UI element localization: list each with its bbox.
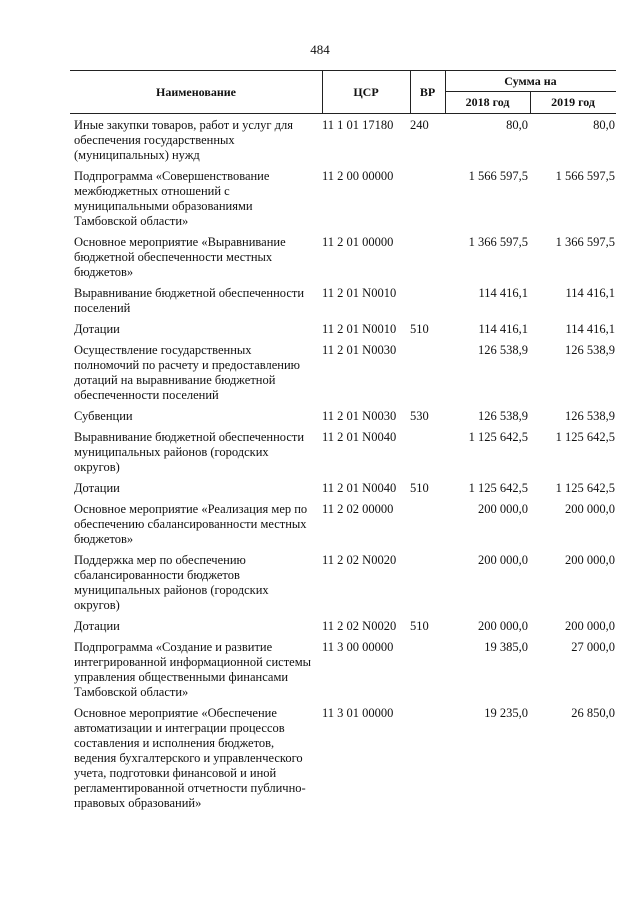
- row-amount-2019: 114 416,1: [565, 322, 615, 336]
- row-amount-2019: 26 850,0: [571, 706, 615, 720]
- row-amount-2019: 80,0: [593, 118, 615, 132]
- row-name: Дотации: [74, 322, 120, 336]
- row-amount-2018: 126 538,9: [478, 343, 528, 357]
- row-name: Основное мероприятие «Выравнивание бюджетной обеспеченности местных бюджетов»: [74, 235, 286, 279]
- row-amount-2018: 1 566 597,5: [468, 169, 528, 183]
- row-amount-2019: 114 416,1: [565, 286, 615, 300]
- row-vr: 510: [410, 322, 429, 336]
- row-name: Выравнивание бюджетной обеспеченности муниципальных районов (городских округов): [74, 430, 305, 474]
- row-amount-2018: 114 416,1: [478, 286, 528, 300]
- row-amount-2018: 200 000,0: [478, 502, 528, 516]
- row-name: Основное мероприятие «Обеспечение автоматизации и интеграции процессов составления и исполнения бюджетов, ведения бухгалтерского и управленческого учета, подготовки финансовой и иной регламентированной отчетности публично-правовых образований»: [74, 706, 306, 810]
- row-amount-2019: 1 366 597,5: [555, 235, 615, 249]
- table-body: [70, 118, 616, 811]
- header-name: Наименование: [156, 84, 236, 99]
- row-amount-2018: 1 125 642,5: [468, 430, 528, 444]
- row-amount-2019: 200 000,0: [565, 619, 615, 633]
- row-amount-2018: 1 366 597,5: [468, 235, 528, 249]
- row-amount-2019: 126 538,9: [565, 343, 615, 357]
- table-row: [70, 235, 616, 280]
- row-amount-2018: 80,0: [506, 118, 528, 132]
- table-row: [70, 286, 616, 316]
- page-number: 484: [310, 42, 330, 57]
- header-vr: ВР: [419, 84, 436, 99]
- row-vr: 240: [410, 118, 429, 132]
- budget-table: [70, 70, 616, 817]
- row-code: 11 2 02 N0020: [322, 553, 397, 567]
- row-name: Подпрограмма «Создание и развитие интегрированной информационной системы управления общественными финансами Тамбовской области»: [74, 640, 312, 699]
- table-row: [70, 343, 616, 403]
- row-code: 11 2 01 N0010: [322, 322, 397, 336]
- row-code: 11 3 00 00000: [322, 640, 394, 654]
- row-code: 11 2 00 00000: [322, 169, 394, 183]
- row-name: Дотации: [74, 619, 120, 633]
- row-amount-2018: 1 125 642,5: [468, 481, 528, 495]
- row-amount-2019: 200 000,0: [565, 502, 615, 516]
- row-name: Иные закупки товаров, работ и услуг для обеспечения государственных (муниципальных) нужд: [74, 118, 294, 162]
- table-row: [70, 502, 616, 547]
- table-row: [70, 706, 616, 811]
- row-code: 11 3 01 00000: [322, 706, 394, 720]
- row-amount-2018: 19 235,0: [484, 706, 528, 720]
- table-row: [70, 169, 616, 229]
- row-vr: 510: [410, 619, 429, 633]
- row-amount-2018: 19 385,0: [484, 640, 528, 654]
- row-code: 11 2 01 N0040: [322, 481, 397, 495]
- row-code: 11 2 01 N0040: [322, 430, 397, 444]
- table-row: [70, 619, 616, 634]
- row-code: 11 2 02 00000: [322, 502, 394, 516]
- row-name: Дотации: [74, 481, 120, 495]
- row-name: Поддержка мер по обеспечению сбалансированности бюджетов муниципальных районов (городских округов): [74, 553, 269, 612]
- row-code: 11 2 01 N0010: [322, 286, 397, 300]
- row-name: Выравнивание бюджетной обеспеченности поселений: [74, 286, 305, 315]
- row-name: Осуществление государственных полномочий по расчету и предоставлению дотаций на выравнивание бюджетной обеспеченности поселений: [74, 343, 301, 402]
- header-year-2018: 2018 год: [465, 95, 510, 109]
- row-code: 11 1 01 17180: [322, 118, 394, 132]
- table-row: [70, 322, 616, 337]
- row-code: 11 2 02 N0020: [322, 619, 397, 633]
- row-amount-2019: 1 125 642,5: [555, 430, 615, 444]
- row-code: 11 2 01 N0030: [322, 343, 397, 357]
- row-name: Основное мероприятие «Реализация мер по обеспечению сбалансированности местных бюджетов»: [74, 502, 308, 546]
- table-row: [70, 553, 616, 613]
- row-vr: 530: [410, 409, 429, 423]
- row-amount-2019: 200 000,0: [565, 553, 615, 567]
- table-row: [70, 640, 616, 700]
- table-row: [70, 118, 616, 163]
- row-amount-2018: 200 000,0: [478, 619, 528, 633]
- row-amount-2019: 1 566 597,5: [555, 169, 615, 183]
- row-amount-2018: 114 416,1: [478, 322, 528, 336]
- header-code: ЦСР: [353, 84, 379, 99]
- row-vr: 510: [410, 481, 429, 495]
- header-sum: Сумма на: [504, 73, 557, 88]
- row-name: Субвенции: [74, 409, 133, 423]
- table-row: [70, 430, 616, 475]
- table-row: [70, 481, 616, 496]
- table-header: [70, 70, 616, 114]
- row-code: 11 2 01 N0030: [322, 409, 397, 423]
- row-name: Подпрограмма «Совершенствование межбюджетных отношений с муниципальными образованиями Тамбовской области»: [74, 169, 270, 228]
- row-amount-2018: 200 000,0: [478, 553, 528, 567]
- row-amount-2018: 126 538,9: [478, 409, 528, 423]
- row-amount-2019: 1 125 642,5: [555, 481, 615, 495]
- header-year-2019: 2019 год: [551, 95, 595, 109]
- table-row: [70, 409, 616, 424]
- row-amount-2019: 27 000,0: [571, 640, 615, 654]
- row-amount-2019: 126 538,9: [565, 409, 615, 423]
- row-code: 11 2 01 00000: [322, 235, 394, 249]
